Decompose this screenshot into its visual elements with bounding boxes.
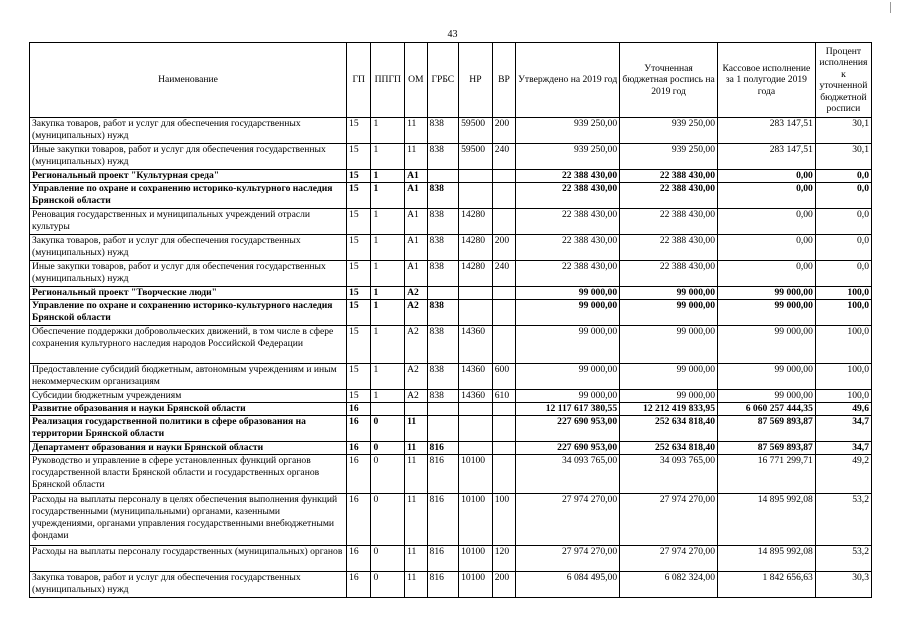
cell-grbs: 838 xyxy=(427,364,459,390)
cell-percent: 100,0 xyxy=(815,390,871,403)
cell-om: A1 xyxy=(405,170,427,183)
cell-name: Субсидии бюджетным учреждениям xyxy=(30,390,347,403)
cell-percent: 0,0 xyxy=(815,261,871,287)
cell-np: 59500 xyxy=(459,118,493,144)
cell-name: Региональный проект "Творческие люди" xyxy=(30,287,347,300)
cell-ppgp: 0 xyxy=(371,442,405,455)
cell-ppgp: 1 xyxy=(371,364,405,390)
cell-om: 11 xyxy=(405,572,427,598)
cell-name: Реновация государственных и муниципальных учреждений отрасли культуры xyxy=(30,209,347,235)
cell-percent: 53,2 xyxy=(815,494,871,546)
cell-gp: 16 xyxy=(347,455,371,494)
cell-name: Закупка товаров, работ и услуг для обеспечения государственных (муниципальных) нужд xyxy=(30,118,347,144)
cell-refined: 22 388 430,00 xyxy=(620,235,718,261)
cell-cash: 0,00 xyxy=(718,209,816,235)
cell-ppgp: 0 xyxy=(371,546,405,572)
cell-om: A2 xyxy=(405,326,427,364)
cell-vr: 200 xyxy=(492,235,515,261)
cell-cash: 0,00 xyxy=(718,235,816,261)
cell-refined: 99 000,00 xyxy=(620,390,718,403)
cell-ppgp: 1 xyxy=(371,287,405,300)
cell-refined: 99 000,00 xyxy=(620,364,718,390)
cell-refined: 12 212 419 833,95 xyxy=(620,403,718,416)
cell-approved: 27 974 270,00 xyxy=(516,546,620,572)
cell-np: 14280 xyxy=(459,209,493,235)
table-row xyxy=(30,326,872,364)
table-row xyxy=(30,455,872,494)
cell-ppgp: 0 xyxy=(371,572,405,598)
cell-approved: 939 250,00 xyxy=(516,144,620,170)
cell-approved: 22 388 430,00 xyxy=(516,183,620,209)
cell-np xyxy=(459,416,493,442)
cell-percent: 100,0 xyxy=(815,287,871,300)
cell-ppgp: 1 xyxy=(371,144,405,170)
cell-name: Управление по охране и сохранению историко-культурного наследия Брянской области xyxy=(30,183,347,209)
cell-ppgp: 1 xyxy=(371,170,405,183)
table-row xyxy=(30,287,872,300)
cell-ppgp: 1 xyxy=(371,118,405,144)
cell-np: 10100 xyxy=(459,572,493,598)
cell-grbs: 838 xyxy=(427,235,459,261)
table-body xyxy=(30,118,872,598)
cell-cash: 99 000,00 xyxy=(718,326,816,364)
cell-name: Реализация государственной политики в сфере образования на территории Брянской области xyxy=(30,416,347,442)
cell-vr xyxy=(492,287,515,300)
cell-percent: 100,0 xyxy=(815,364,871,390)
cell-percent: 0,0 xyxy=(815,235,871,261)
cell-gp: 15 xyxy=(347,261,371,287)
cell-ppgp: 0 xyxy=(371,455,405,494)
cell-name: Обеспечение поддержки добровольческих движений, в том числе в сфере сохранения культурного наследия народов Российской Федерации xyxy=(30,326,347,364)
cell-vr xyxy=(492,183,515,209)
cell-name: Иные закупки товаров, работ и услуг для обеспечения государственных (муниципальных) нужд xyxy=(30,144,347,170)
cell-grbs: 838 xyxy=(427,118,459,144)
cell-name: Департамент образования и науки Брянской области xyxy=(30,442,347,455)
cell-gp: 16 xyxy=(347,546,371,572)
page-edge-mark xyxy=(890,2,891,13)
cell-approved: 6 084 495,00 xyxy=(516,572,620,598)
cell-np xyxy=(459,442,493,455)
cell-gp: 15 xyxy=(347,287,371,300)
cell-percent: 34,7 xyxy=(815,442,871,455)
cell-grbs: 816 xyxy=(427,572,459,598)
cell-np: 14360 xyxy=(459,364,493,390)
cell-np: 14280 xyxy=(459,235,493,261)
cell-vr: 600 xyxy=(492,364,515,390)
cell-om: 11 xyxy=(405,494,427,546)
cell-percent: 53,2 xyxy=(815,546,871,572)
cell-vr xyxy=(492,403,515,416)
cell-om: 11 xyxy=(405,546,427,572)
cell-np: 10100 xyxy=(459,546,493,572)
table-row xyxy=(30,416,872,442)
cell-ppgp: 0 xyxy=(371,416,405,442)
cell-percent: 100,0 xyxy=(815,326,871,364)
header-vr: ВР xyxy=(492,43,515,118)
cell-grbs: 838 xyxy=(427,390,459,403)
cell-gp: 15 xyxy=(347,144,371,170)
cell-ppgp: 0 xyxy=(371,494,405,546)
cell-cash: 16 771 299,71 xyxy=(718,455,816,494)
cell-percent: 0,0 xyxy=(815,170,871,183)
cell-name: Закупка товаров, работ и услуг для обеспечения государственных (муниципальных) нужд xyxy=(30,572,347,598)
cell-np xyxy=(459,170,493,183)
cell-vr xyxy=(492,455,515,494)
cell-gp: 15 xyxy=(347,183,371,209)
cell-grbs xyxy=(427,170,459,183)
cell-cash: 1 842 656,63 xyxy=(718,572,816,598)
cell-vr xyxy=(492,300,515,326)
table-row xyxy=(30,209,872,235)
cell-cash: 99 000,00 xyxy=(718,390,816,403)
cell-grbs: 838 xyxy=(427,326,459,364)
table-row xyxy=(30,300,872,326)
cell-cash: 283 147,51 xyxy=(718,144,816,170)
cell-refined: 27 974 270,00 xyxy=(620,494,718,546)
cell-refined: 99 000,00 xyxy=(620,300,718,326)
cell-om xyxy=(405,403,427,416)
cell-om: A2 xyxy=(405,300,427,326)
cell-cash: 14 895 992,08 xyxy=(718,546,816,572)
cell-cash: 87 569 893,87 xyxy=(718,416,816,442)
cell-grbs xyxy=(427,287,459,300)
cell-percent: 0,0 xyxy=(815,209,871,235)
cell-grbs: 838 xyxy=(427,144,459,170)
header-approved: Утверждено на 2019 год xyxy=(516,43,620,118)
cell-om: 11 xyxy=(405,118,427,144)
cell-approved: 27 974 270,00 xyxy=(516,494,620,546)
cell-approved: 99 000,00 xyxy=(516,364,620,390)
cell-grbs: 838 xyxy=(427,261,459,287)
cell-vr: 100 xyxy=(492,494,515,546)
cell-approved: 22 388 430,00 xyxy=(516,235,620,261)
cell-grbs: 838 xyxy=(427,209,459,235)
cell-approved: 99 000,00 xyxy=(516,390,620,403)
cell-np: 14360 xyxy=(459,326,493,364)
cell-np: 10100 xyxy=(459,455,493,494)
cell-approved: 99 000,00 xyxy=(516,326,620,364)
table-row xyxy=(30,442,872,455)
cell-gp: 16 xyxy=(347,494,371,546)
cell-name: Иные закупки товаров, работ и услуг для обеспечения государственных (муниципальных) нужд xyxy=(30,261,347,287)
cell-gp: 15 xyxy=(347,364,371,390)
table-row xyxy=(30,546,872,572)
cell-refined: 22 388 430,00 xyxy=(620,170,718,183)
cell-ppgp: 1 xyxy=(371,390,405,403)
cell-cash: 283 147,51 xyxy=(718,118,816,144)
cell-cash: 99 000,00 xyxy=(718,364,816,390)
header-cash: Кассовое исполнение за 1 полугодие 2019 года xyxy=(718,43,816,118)
cell-om: A1 xyxy=(405,209,427,235)
table-header-row xyxy=(30,43,872,118)
cell-grbs: 816 xyxy=(427,442,459,455)
table-row xyxy=(30,390,872,403)
table-row xyxy=(30,183,872,209)
header-gp: ГП xyxy=(347,43,371,118)
cell-om: A2 xyxy=(405,364,427,390)
cell-refined: 939 250,00 xyxy=(620,118,718,144)
cell-grbs: 816 xyxy=(427,494,459,546)
header-percent: Процент исполнения к уточненной бюджетной росписи xyxy=(815,43,871,118)
cell-ppgp: 1 xyxy=(371,235,405,261)
cell-name: Руководство и управление в сфере установленных функций органов государственной власти Брянской области и государственных органов Брянской области xyxy=(30,455,347,494)
cell-approved: 22 388 430,00 xyxy=(516,170,620,183)
header-grbs: ГРБС xyxy=(427,43,459,118)
cell-om: 11 xyxy=(405,442,427,455)
cell-gp: 15 xyxy=(347,235,371,261)
cell-np: 59500 xyxy=(459,144,493,170)
cell-refined: 252 634 818,40 xyxy=(620,416,718,442)
cell-gp: 15 xyxy=(347,209,371,235)
cell-cash: 0,00 xyxy=(718,170,816,183)
cell-name: Развитие образования и науки Брянской области xyxy=(30,403,347,416)
cell-gp: 16 xyxy=(347,442,371,455)
cell-name: Управление по охране и сохранению историко-культурного наследия Брянской области xyxy=(30,300,347,326)
header-name: Наименование xyxy=(30,43,347,118)
header-refined: Уточненная бюджетная роспись на 2019 год xyxy=(620,43,718,118)
cell-ppgp xyxy=(371,403,405,416)
cell-refined: 99 000,00 xyxy=(620,287,718,300)
cell-gp: 15 xyxy=(347,170,371,183)
cell-vr: 240 xyxy=(492,144,515,170)
cell-percent: 30,3 xyxy=(815,572,871,598)
cell-ppgp: 1 xyxy=(371,326,405,364)
cell-np: 10100 xyxy=(459,494,493,546)
table-row xyxy=(30,364,872,390)
cell-vr: 610 xyxy=(492,390,515,403)
cell-name: Расходы на выплаты персоналу государственных (муниципальных) органов xyxy=(30,546,347,572)
cell-cash: 6 060 257 444,35 xyxy=(718,403,816,416)
cell-om: A1 xyxy=(405,235,427,261)
cell-np: 14280 xyxy=(459,261,493,287)
cell-gp: 15 xyxy=(347,118,371,144)
cell-approved: 22 388 430,00 xyxy=(516,209,620,235)
table-row xyxy=(30,572,872,598)
cell-om: A1 xyxy=(405,261,427,287)
header-ppgp: ППГП xyxy=(371,43,405,118)
table-row xyxy=(30,494,872,546)
cell-name: Региональный проект "Культурная среда" xyxy=(30,170,347,183)
cell-om: 11 xyxy=(405,416,427,442)
header-om: ОМ xyxy=(405,43,427,118)
cell-approved: 99 000,00 xyxy=(516,287,620,300)
page-number: 43 xyxy=(447,29,458,40)
cell-name: Предоставление субсидий бюджетным, автономным учреждениям и иным некоммерческим организациям xyxy=(30,364,347,390)
cell-gp: 15 xyxy=(347,390,371,403)
cell-percent: 0,0 xyxy=(815,183,871,209)
cell-vr: 200 xyxy=(492,572,515,598)
cell-cash: 0,00 xyxy=(718,183,816,209)
cell-refined: 27 974 270,00 xyxy=(620,546,718,572)
table-row xyxy=(30,261,872,287)
cell-percent: 34,7 xyxy=(815,416,871,442)
cell-approved: 939 250,00 xyxy=(516,118,620,144)
cell-cash: 14 895 992,08 xyxy=(718,494,816,546)
cell-refined: 34 093 765,00 xyxy=(620,455,718,494)
cell-refined: 939 250,00 xyxy=(620,144,718,170)
cell-percent: 49,6 xyxy=(815,403,871,416)
cell-vr: 240 xyxy=(492,261,515,287)
cell-refined: 252 634 818,40 xyxy=(620,442,718,455)
cell-gp: 15 xyxy=(347,326,371,364)
cell-gp: 16 xyxy=(347,416,371,442)
cell-refined: 22 388 430,00 xyxy=(620,183,718,209)
cell-refined: 6 082 324,00 xyxy=(620,572,718,598)
cell-vr: 120 xyxy=(492,546,515,572)
cell-approved: 22 388 430,00 xyxy=(516,261,620,287)
cell-refined: 22 388 430,00 xyxy=(620,261,718,287)
cell-cash: 99 000,00 xyxy=(718,300,816,326)
cell-ppgp: 1 xyxy=(371,209,405,235)
cell-np xyxy=(459,287,493,300)
cell-grbs: 838 xyxy=(427,300,459,326)
header-np: НР xyxy=(459,43,493,118)
cell-np xyxy=(459,300,493,326)
cell-gp: 15 xyxy=(347,300,371,326)
table-row xyxy=(30,118,872,144)
cell-cash: 0,00 xyxy=(718,261,816,287)
cell-vr xyxy=(492,170,515,183)
cell-grbs: 816 xyxy=(427,455,459,494)
table-row xyxy=(30,144,872,170)
cell-grbs: 838 xyxy=(427,183,459,209)
cell-refined: 99 000,00 xyxy=(620,326,718,364)
cell-percent: 30,1 xyxy=(815,118,871,144)
cell-gp: 16 xyxy=(347,403,371,416)
cell-gp: 16 xyxy=(347,572,371,598)
cell-grbs xyxy=(427,416,459,442)
cell-ppgp: 1 xyxy=(371,261,405,287)
cell-np xyxy=(459,183,493,209)
cell-cash: 99 000,00 xyxy=(718,287,816,300)
cell-refined: 22 388 430,00 xyxy=(620,209,718,235)
cell-vr: 200 xyxy=(492,118,515,144)
cell-om: 11 xyxy=(405,455,427,494)
cell-np xyxy=(459,403,493,416)
cell-om: A2 xyxy=(405,287,427,300)
cell-np: 14360 xyxy=(459,390,493,403)
cell-om: 11 xyxy=(405,144,427,170)
cell-cash: 87 569 893,87 xyxy=(718,442,816,455)
cell-vr xyxy=(492,442,515,455)
cell-percent: 100,0 xyxy=(815,300,871,326)
cell-om: A2 xyxy=(405,390,427,403)
cell-vr xyxy=(492,416,515,442)
budget-execution-table xyxy=(29,42,872,598)
cell-ppgp: 1 xyxy=(371,183,405,209)
cell-approved: 99 000,00 xyxy=(516,300,620,326)
cell-approved: 12 117 617 380,55 xyxy=(516,403,620,416)
cell-approved: 227 690 953,00 xyxy=(516,442,620,455)
cell-name: Расходы на выплаты персоналу в целях обеспечения выполнения функций государственными (муниципальными) органами, казенными учреждениями, органами управления государственными внебюджетными фондами xyxy=(30,494,347,546)
cell-om: A1 xyxy=(405,183,427,209)
cell-grbs: 816 xyxy=(427,546,459,572)
table-row xyxy=(30,170,872,183)
cell-percent: 49,2 xyxy=(815,455,871,494)
cell-vr xyxy=(492,326,515,364)
cell-grbs xyxy=(427,403,459,416)
cell-approved: 227 690 953,00 xyxy=(516,416,620,442)
cell-percent: 30,1 xyxy=(815,144,871,170)
table-row xyxy=(30,235,872,261)
cell-name: Закупка товаров, работ и услуг для обеспечения государственных (муниципальных) нужд xyxy=(30,235,347,261)
table-row xyxy=(30,403,872,416)
cell-ppgp: 1 xyxy=(371,300,405,326)
cell-vr xyxy=(492,209,515,235)
cell-approved: 34 093 765,00 xyxy=(516,455,620,494)
